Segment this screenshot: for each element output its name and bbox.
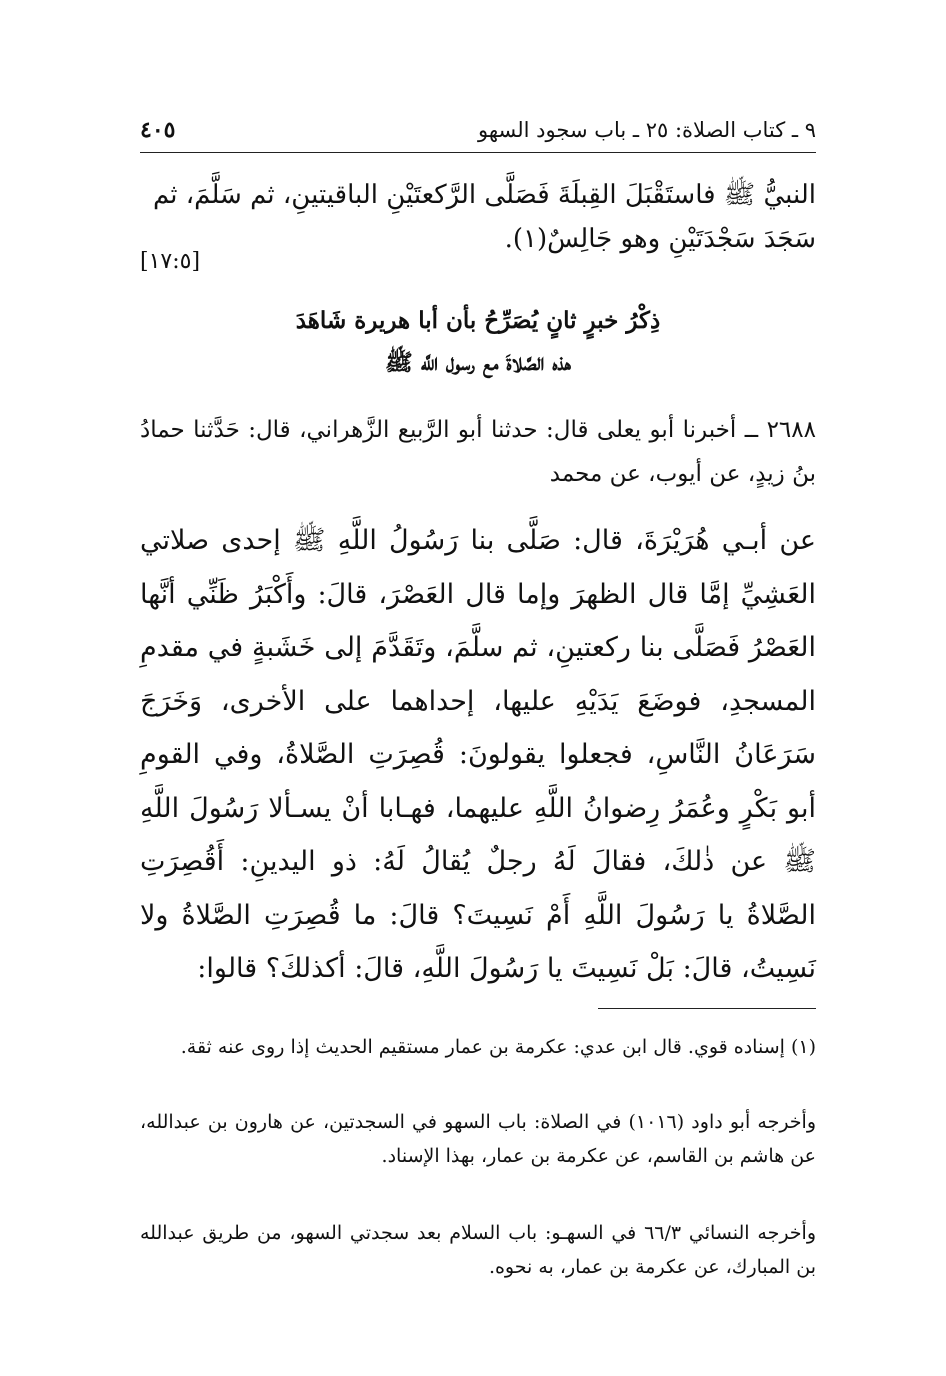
footnote-rule — [598, 1008, 816, 1009]
continued-paragraph — [140, 178, 816, 274]
running-header — [140, 112, 816, 148]
section-heading — [140, 300, 816, 384]
hadith-reference: [١٧:٥] — [140, 249, 201, 274]
chapter-title: ٩ ـ كتاب الصلاة: ٢٥ ـ باب سجود السهو — [478, 118, 816, 142]
heading-line-2: هذه الصَّلاةَ مع رسول اللَّه ﷺ — [384, 349, 572, 376]
hadith-matn: عن أبـي هُرَيْرَةَ، قال: صَلَّى بنا رَسُولُ اللَّهِ ﷺ إحدى صلاتي العَشِيِّ إمَّا قال الظهرَ وإما قال العَصْرَ، قالَ: وأَكْبَرُ ظَنِّي أنَّها العَصْرُ فَصَلَّى بنا ركعتينِ، ثم سلَّمَ، وتَقَدَّمَ إلى خَشَبةٍ في مقدمِ المسجدِ، فوضَعَ يَدَيْهِ عليها، إحداهما على الأخرى، وَخَرَجَ سَرَعَانُ النَّاسِ، فجعلوا يقولونَ: قُصِرَتِ الصَّلاةُ، وفي القومِ أبو بَكْرٍ وعُمَرُ رِضوانُ اللَّهِ عليهما، فهـابا أنْ يسـألا رَسُولَ اللَّهِ ﷺ عن ذٰلكَ، فقالَ لَهُ رجلٌ يُقالُ لَهُ: ذو اليدينِ: أَقُصِرَتِ الصَّلاةُ يا رَسُولَ اللَّهِ أَمْ نَسِيتَ؟ قالَ: ما قُصِرَتِ الصَّلاةُ ولا نَسِيتُ، قالَ: بَلْ نَسِيتَ يا رَسُولَ اللَّهِ، قالَ: أكذلكَ؟ قالوا: — [140, 525, 816, 984]
footnote-1: (١) إسناده قوي. قال ابن عدي: عكرمة بن عمار مستقيم الحديث إذا روى عنه ثقة. — [180, 1036, 816, 1058]
page-number: ٤٠٥ — [140, 117, 176, 143]
header-rule — [140, 152, 816, 153]
footnote-2: وأخرجه أبو داود (١٠١٦) في الصلاة: باب السهو في السجدتين، عن هارون بن عبدالله، عن هاشم بن القاسم، عن عكرمة بن عمار، بهذا الإسناد. — [140, 1111, 816, 1167]
continued-line-1: النبيُّ ﷺ فاستَقْبَلَ القِبلَةَ فَصَلَّى الرَّكعتَيْنِ الباقيتينِ، ثم سَلَّمَ، ثم — [152, 180, 816, 210]
footnote-3: وأخرجه النسائي ٦٦/٣ في السهـو: باب السلام بعد سجدتي السهو، من طريق عبدالله بن المبارك، عن عكرمة بن عمار، به نحوه. — [140, 1222, 817, 1278]
heading-line-1: ذِكْرُ خبرٍ ثانٍ يُصَرِّحُ بأن أبا هريرة شَاهَدَ — [295, 307, 661, 334]
continued-line-2: سَجَدَ سَجْدَتَيْنِ وهو جَالِسٌ(١). — [504, 224, 816, 254]
hadith-isnad: ٢٦٨٨ ــ أخبرنا أبو يعلى قال: حدثنا أبو الرَّبيع الزَّهراني، قال: حَدَّثنا حمادُ بنُ زيدٍ، عن أيوب، عن محمد — [140, 417, 816, 487]
